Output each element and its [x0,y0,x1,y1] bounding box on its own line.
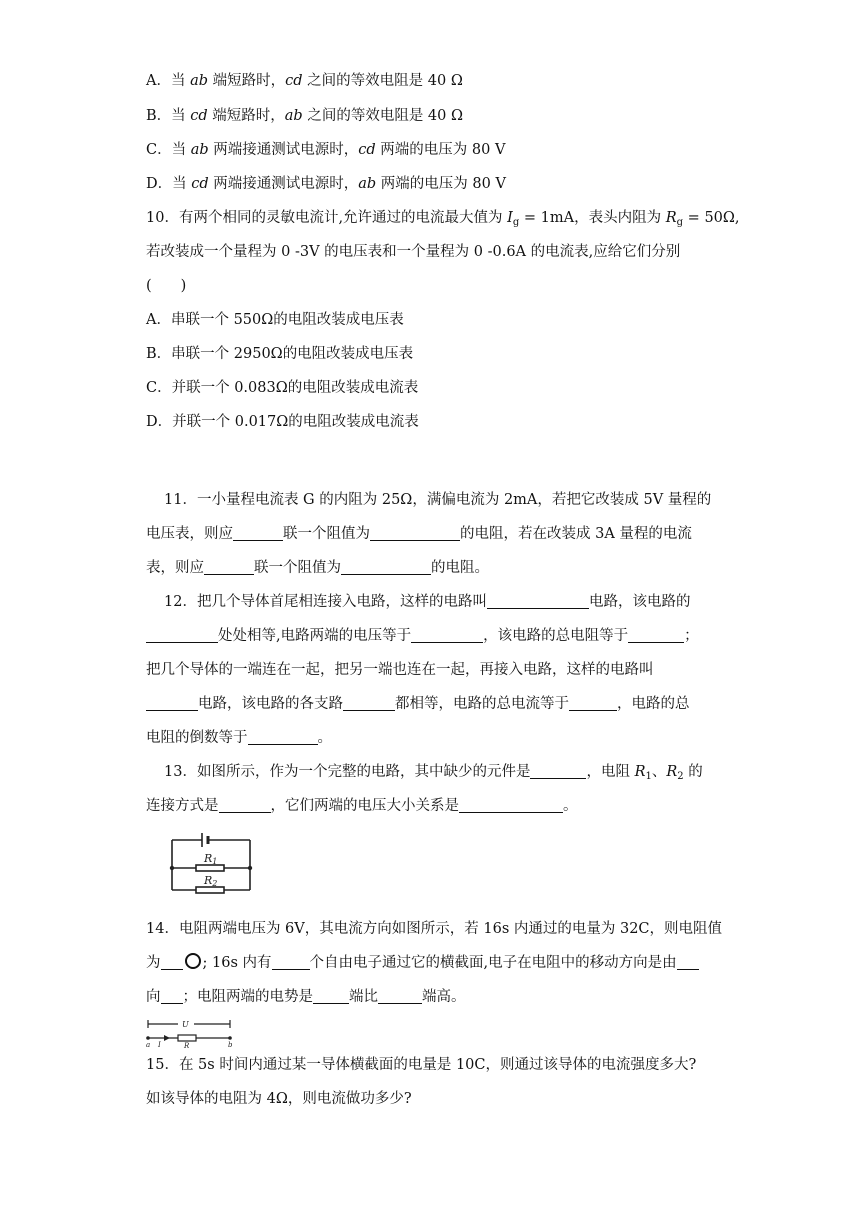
b-label: b [228,1041,233,1048]
u-label: U [182,1020,189,1029]
q9-option-a: A．当 ab 端短路时，cd 之间的等效电阻是 40 Ω [146,73,463,89]
q12-stem-line3: 把几个导体的一端连在一起，把另一端也连在一起，再接入电路，这样的电路叫 [146,662,654,678]
q12-stem-line5: 电阻的倒数等于 。 [146,730,332,746]
q14-blank-4[interactable] [161,987,183,1004]
terminal-b [228,1036,232,1040]
q10-option-a: A．串联一个 550Ω的电阻改装成电压表 [146,312,404,328]
q14-stem-line3: 向 ；电阻两端的电势是 端比 端高。 [146,989,466,1005]
q14-blank-3[interactable] [677,953,699,970]
q13-circuit-diagram [164,830,260,900]
q14-blank-1[interactable] [161,953,183,970]
q13-blank-2[interactable] [219,796,271,813]
q11-blank-1[interactable] [233,524,283,541]
r1-resistor [196,865,224,871]
q9-option-c: C．当 ab 两端接通测试电源时，cd 两端的电压为 80 V [146,142,506,158]
r-label: R [184,1042,190,1048]
q12-blank-8[interactable] [248,728,318,745]
q12-blank-3[interactable] [411,626,483,643]
resistor-body [178,1035,196,1041]
q12-stem-line1: 12．把几个导体首尾相连接入电路，这样的电路叫 电路，该电路的 [164,594,691,610]
q12-blank-5[interactable] [146,694,198,711]
q12-blank-4[interactable] [628,626,684,643]
q13-stem-line2: 连接方式是 ，它们两端的电压大小关系是 。 [146,798,578,814]
q10-option-d: D．并联一个 0.017Ω的电阻改装成电流表 [146,414,419,430]
q14-blank-5[interactable] [313,987,349,1004]
q12-blank-7[interactable] [569,694,617,711]
q11-blank-4[interactable] [341,558,431,575]
current-arrow-icon [164,1035,170,1041]
q10-stem-line2: 若改装成一个量程为 0 -3V 的电压表和一个量程为 0 -0.6A 的电流表,应给它们分别 [146,244,681,260]
q12-blank-1[interactable] [487,592,589,609]
q14-stem-line2: 为 ; 16s 内有 个自由电子通过它的横截面,电子在电阻中的移动方向是由 [146,952,699,974]
q12-blank-2[interactable] [146,626,218,643]
q11-blank-2[interactable] [370,524,460,541]
junction-left [170,866,174,870]
q12-stem-line2: 处处相等,电路两端的电压等于 ，该电路的总电阻等于 ； [146,625,699,647]
q14-blank-2[interactable] [272,953,310,970]
q11-stem-line3: 表，则应 联一个阻值为 的电阻。 [146,560,489,576]
q15-stem-line1: 15．在 5s 时间内通过某一导体横截面的电量是 10C，则通过该导体的电流强度多大? [146,1057,697,1073]
q11-stem-line1: 11．一小量程电流表 G 的内阻为 25Ω，满偏电流为 2mA，若把它改装成 5V 量程的 [164,492,712,508]
q13-stem-line1: 13．如图所示，作为一个完整的电路，其中缺少的元件是 ，电阻 $R_1$、$R_2$ 的 [164,764,703,782]
ohm-symbol-icon [185,953,201,969]
q10-option-b: B．串联一个 2950Ω的电阻改装成电压表 [146,346,414,362]
q12-stem-line4: 电路，该电路的各支路 都相等，电路的总电流等于 ，电路的总 [146,693,690,715]
r2-label: R2 [204,874,218,888]
q10-answer-paren: ( ) [146,278,187,294]
terminal-a [146,1036,150,1040]
q12-blank-6[interactable] [343,694,395,711]
q10-option-c: C．并联一个 0.083Ω的电阻改装成电流表 [146,380,419,396]
q9-option-b: B．当 cd 端短路时，ab 之间的等效电阻是 40 Ω [146,108,464,124]
q15-stem-line2: 如该导体的电阻为 4Ω，则电流做功多少? [146,1091,412,1107]
q13-blank-1[interactable] [530,762,586,779]
r1-label: R1 [204,852,218,866]
r2-resistor [196,887,224,893]
q11-blank-3[interactable] [204,558,254,575]
junction-right [248,866,252,870]
q10-stem-line1: 10．有两个相同的灵敏电流计,允许通过的电流最大值为 $I_g = 1mA$，表头内阻为 $R_g = 50\Omega$, [146,210,740,228]
q13-blank-3[interactable] [459,796,563,813]
q14-resistor-diagram [144,1014,236,1048]
q11-stem-line2: 电压表，则应 联一个阻值为 的电阻，若在改装成 3A 量程的电流 [146,526,692,542]
a-label: a [146,1041,151,1048]
q14-stem-line1: 14．电阻两端电压为 6V，其电流方向如图所示，若 16s 内通过的电量为 32C，则电阻值 [146,921,723,937]
i-label: I [158,1041,161,1048]
q9-option-d: D．当 cd 两端接通测试电源时，ab 两端的电压为 80 V [146,176,506,192]
q14-blank-6[interactable] [378,987,422,1004]
